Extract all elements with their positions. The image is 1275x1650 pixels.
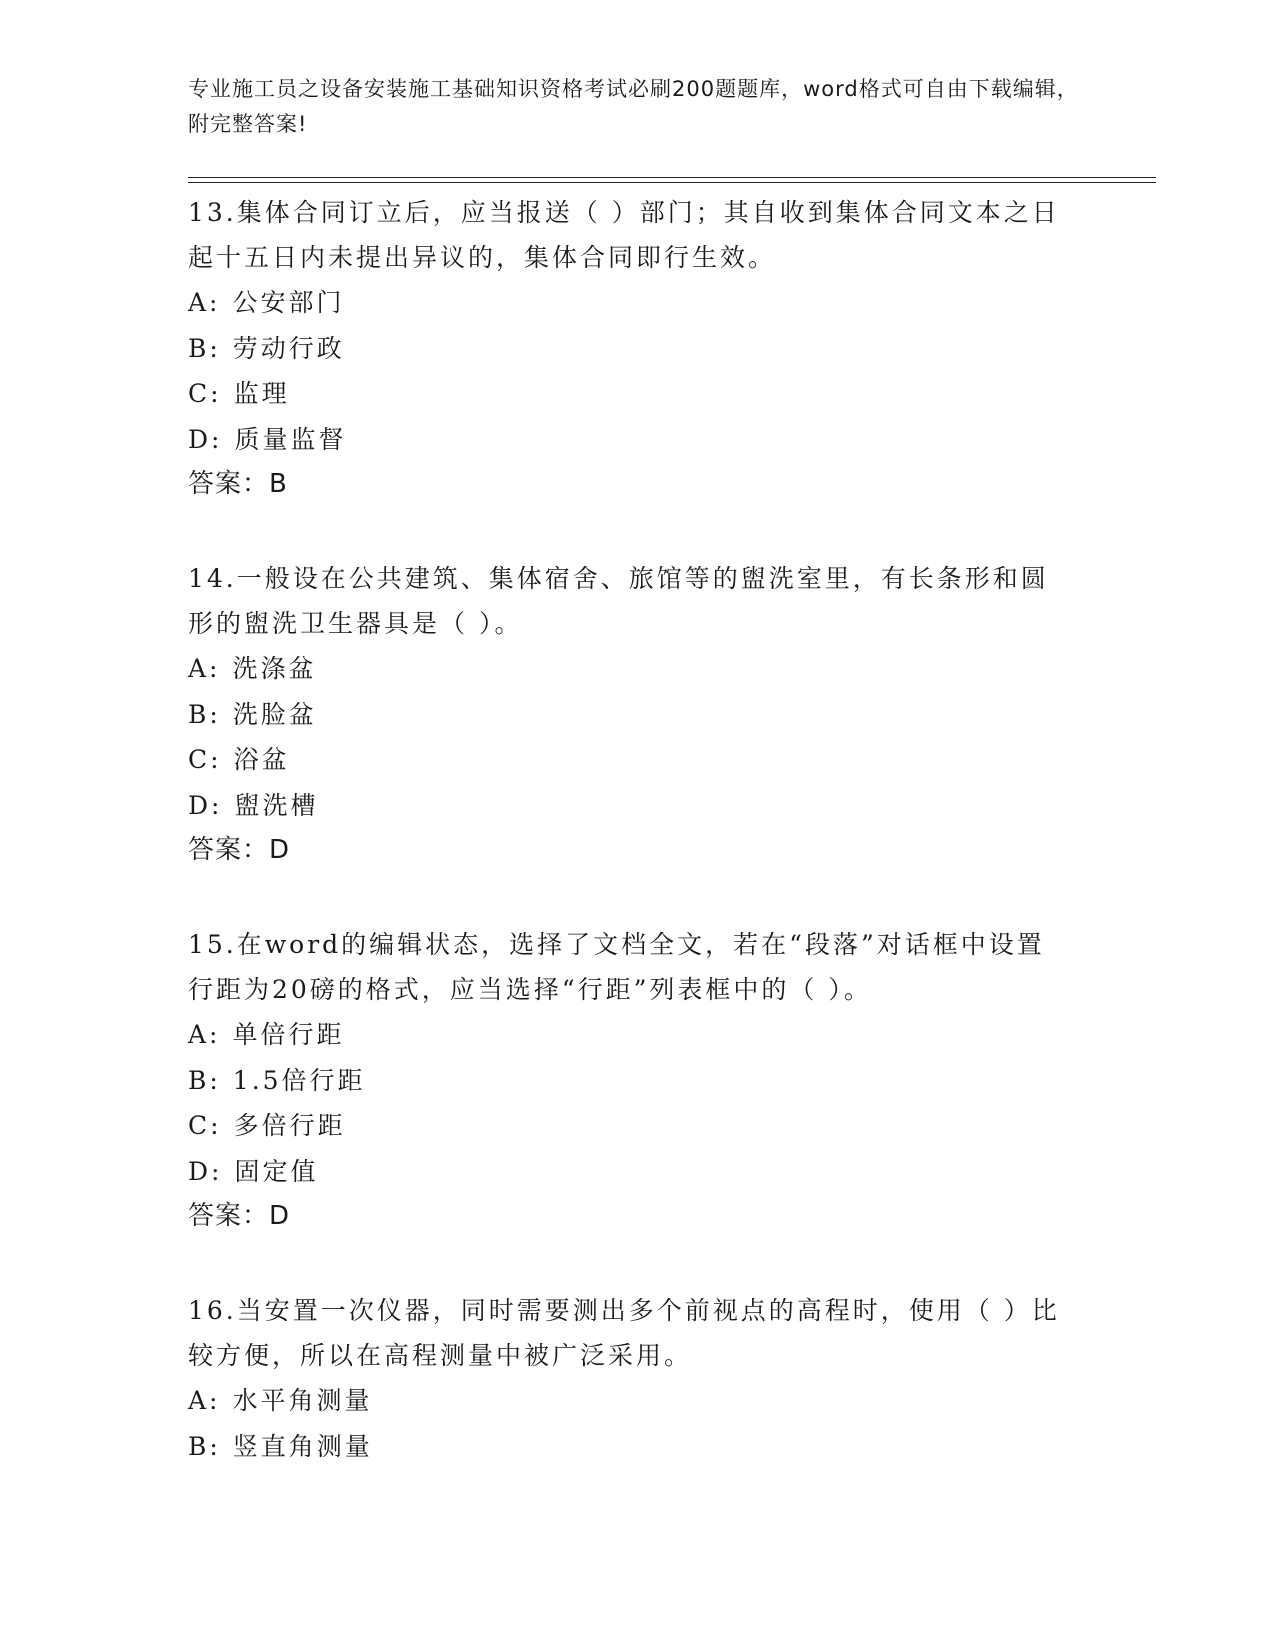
option-letter: A: xyxy=(188,1020,221,1049)
option-letter: D: xyxy=(188,1156,223,1186)
option-text: 监理 xyxy=(233,379,290,408)
option-text: 盥洗槽 xyxy=(234,790,319,820)
option-a xyxy=(188,646,1068,692)
option-text: 多倍行距 xyxy=(233,1111,346,1140)
question-list xyxy=(188,190,1068,1518)
option-d xyxy=(188,417,1068,463)
option-letter: B: xyxy=(188,1431,221,1461)
option-b xyxy=(188,1424,1068,1470)
answer-line: 答案：D xyxy=(188,1201,291,1231)
option-text: 单倍行距 xyxy=(232,1020,345,1049)
option-letter: C: xyxy=(188,379,222,408)
answer-line: 答案：D xyxy=(188,835,291,865)
option-c xyxy=(188,1103,1068,1149)
option-a xyxy=(188,1012,1068,1058)
option-d xyxy=(188,783,1068,829)
option-a xyxy=(188,1378,1068,1424)
option-text: 固定值 xyxy=(234,1156,319,1186)
option-c xyxy=(188,737,1068,783)
option-a xyxy=(188,280,1068,326)
option-text: 水平角测量 xyxy=(232,1386,373,1415)
option-b xyxy=(188,692,1068,738)
option-letter: D: xyxy=(188,790,223,820)
question-14 xyxy=(188,556,1068,873)
header-divider-top xyxy=(188,177,1156,178)
option-letter: B: xyxy=(188,699,221,729)
option-letter: B: xyxy=(188,1065,221,1095)
option-text: 质量监督 xyxy=(234,424,347,454)
option-text: 公安部门 xyxy=(232,288,345,317)
option-text: 1.5倍行距 xyxy=(232,1065,366,1095)
question-stem: 13.集体合同订立后，应当报送（ ）部门；其自收到集体合同文本之日起十五日内未提出异议的，集体合同即行生效。 xyxy=(188,198,1060,272)
option-letter: B: xyxy=(188,333,221,363)
option-text: 洗脸盆 xyxy=(232,699,317,729)
option-letter: A: xyxy=(188,654,221,683)
option-b xyxy=(188,326,1068,372)
option-d xyxy=(188,1149,1068,1195)
question-15 xyxy=(188,922,1068,1239)
option-letter: A: xyxy=(188,1386,221,1415)
option-letter: A: xyxy=(188,288,221,317)
question-13 xyxy=(188,190,1068,507)
option-text: 浴盆 xyxy=(233,745,290,774)
option-text: 劳动行政 xyxy=(232,333,345,363)
option-letter: D: xyxy=(188,424,223,454)
option-letter: C: xyxy=(188,745,222,774)
option-letter: C: xyxy=(188,1111,222,1140)
question-stem: 16.当安置一次仪器，同时需要测出多个前视点的高程时，使用（ ）比较方便，所以在高程测量中被广泛采用。 xyxy=(188,1296,1060,1370)
question-stem: 15.在word的编辑状态，选择了文档全文，若在“段落”对话框中设置行距为20磅的格式，应当选择“行距”列表框中的（ ）。 xyxy=(188,930,1045,1004)
answer-line: 答案：B xyxy=(188,469,288,499)
document-header: 专业施工员之设备安装施工基础知识资格考试必刷200题题库，word格式可自由下载编辑，附完整答案! xyxy=(188,77,1079,136)
option-text: 竖直角测量 xyxy=(232,1431,373,1461)
option-b xyxy=(188,1058,1068,1104)
option-text: 洗涤盆 xyxy=(232,654,317,683)
question-16 xyxy=(188,1288,1068,1469)
option-c xyxy=(188,371,1068,417)
question-stem: 14.一般设在公共建筑、集体宿舍、旅馆等的盥洗室里，有长条形和圆形的盥洗卫生器具是（ ）。 xyxy=(188,564,1049,638)
header-divider-bottom xyxy=(188,182,1156,183)
